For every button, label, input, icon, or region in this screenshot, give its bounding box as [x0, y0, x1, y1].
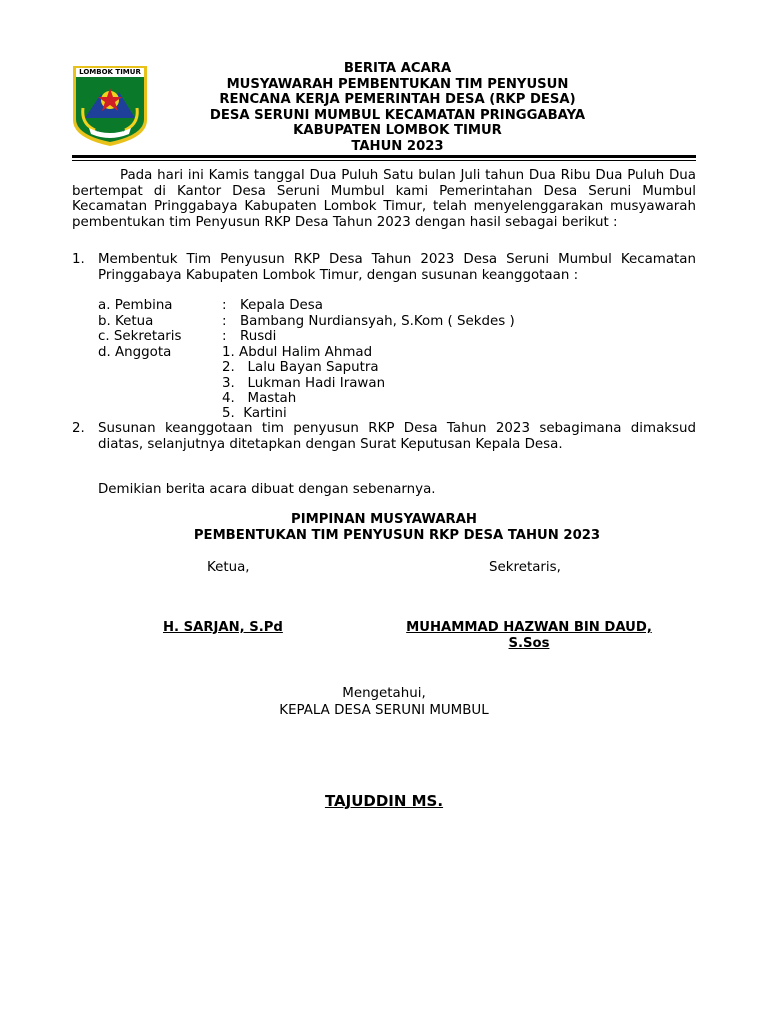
role-anggota-label: d. Anggota — [98, 345, 172, 360]
member-3: 3. Lukman Hadi Irawan — [222, 376, 386, 391]
role-sekretaris-label: c. Sekretaris — [98, 329, 182, 344]
header-line-3: RENCANA KERJA PEMERINTAH DESA (RKP DESA) — [219, 92, 576, 107]
role-ketua-value: Bambang Nurdiansyah, S.Kom ( Sekdes ) — [240, 314, 515, 329]
logo-band-text: LOMBOK TIMUR — [79, 68, 141, 76]
signature-right-name — [388, 620, 670, 651]
role-pembina-sep: : — [222, 298, 227, 313]
member-2: 2. Lalu Bayan Saputra — [222, 360, 379, 375]
signature-right-role: Sekretaris, — [489, 560, 561, 575]
list-item-1-text: Membentuk Tim Penyusun RKP Desa Tahun 2023 Desa Seruni Mumbul Kecamatan Pringgabaya Kabupaten Lombok Timur, dengan susunan keanggotaan : — [98, 252, 696, 283]
header-line-5: KABUPATEN LOMBOK TIMUR — [293, 123, 502, 138]
member-4: 4. Mastah — [222, 391, 297, 406]
role-pembina-value: Kepala Desa — [240, 298, 323, 313]
signature-left-name: H. SARJAN, S.Pd — [163, 620, 283, 635]
signature-left-role: Ketua, — [207, 560, 250, 575]
header-divider-thick — [72, 155, 696, 158]
leader-title: PIMPINAN MUSYAWARAH — [291, 512, 477, 527]
header-line-6: TAHUN 2023 — [351, 138, 444, 154]
signature-right-name-line2: S.Sos — [508, 635, 550, 651]
village-head-name: TAJUDDIN MS. — [324, 792, 444, 810]
role-ketua-label: b. Ketua — [98, 314, 154, 329]
role-pembina-label: a. Pembina — [98, 298, 173, 313]
list-item-2-text: Susunan keanggotaan tim penyusun RKP Desa Tahun 2023 sebagimana dimaksud diatas, selanjutnya ditetapkan dengan Surat Keputusan Kepala Desa. — [98, 421, 696, 452]
member-1: 1. Abdul Halim Ahmad — [222, 345, 373, 360]
document-header — [150, 61, 645, 154]
header-line-1: BERITA ACARA — [343, 61, 452, 76]
approval-line-2: KEPALA DESA SERUNI MUMBUL — [279, 703, 489, 718]
header-line-2: MUSYAWARAH PEMBENTUKAN TIM PENYUSUN — [226, 76, 569, 92]
role-sekretaris-value: Rusdi — [240, 329, 277, 344]
approval-line-1: Mengetahui, — [342, 686, 426, 701]
header-line-4: DESA SERUNI MUMBUL KECAMATAN PRINGGABAYA — [209, 107, 586, 123]
list-item-2-number: 2. — [72, 421, 85, 436]
logo-ribbon-text: PATUH KARYA — [96, 128, 124, 133]
list-item-1-number: 1. — [72, 252, 85, 267]
signature-right-name-line1: MUHAMMAD HAZWAN BIN DAUD, — [406, 620, 652, 635]
member-5: 5. Kartini — [222, 406, 287, 421]
header-divider-thin — [72, 160, 696, 161]
lombok-timur-logo — [71, 64, 149, 148]
closing-statement: Demikian berita acara dibuat dengan sebenarnya. — [98, 482, 436, 497]
intro-paragraph: Pada hari ini Kamis tanggal Dua Puluh Satu bulan Juli tahun Dua Ribu Dua Puluh Dua bertempat di Kantor Desa Seruni Mumbul kami Pemerintahan Desa Seruni Mumbul Kecamatan Pringgabaya Kabupaten Lombok Timur, telah menyelenggarakan musyawarah pembentukan tim Penyusun RKP Desa Tahun 2023 dengan hasil sebagai berikut : — [72, 168, 696, 230]
role-sekretaris-sep: : — [222, 329, 227, 344]
leader-subtitle: PEMBENTUKAN TIM PENYUSUN RKP DESA TAHUN 2023 — [193, 528, 601, 543]
role-ketua-sep: : — [222, 314, 227, 329]
